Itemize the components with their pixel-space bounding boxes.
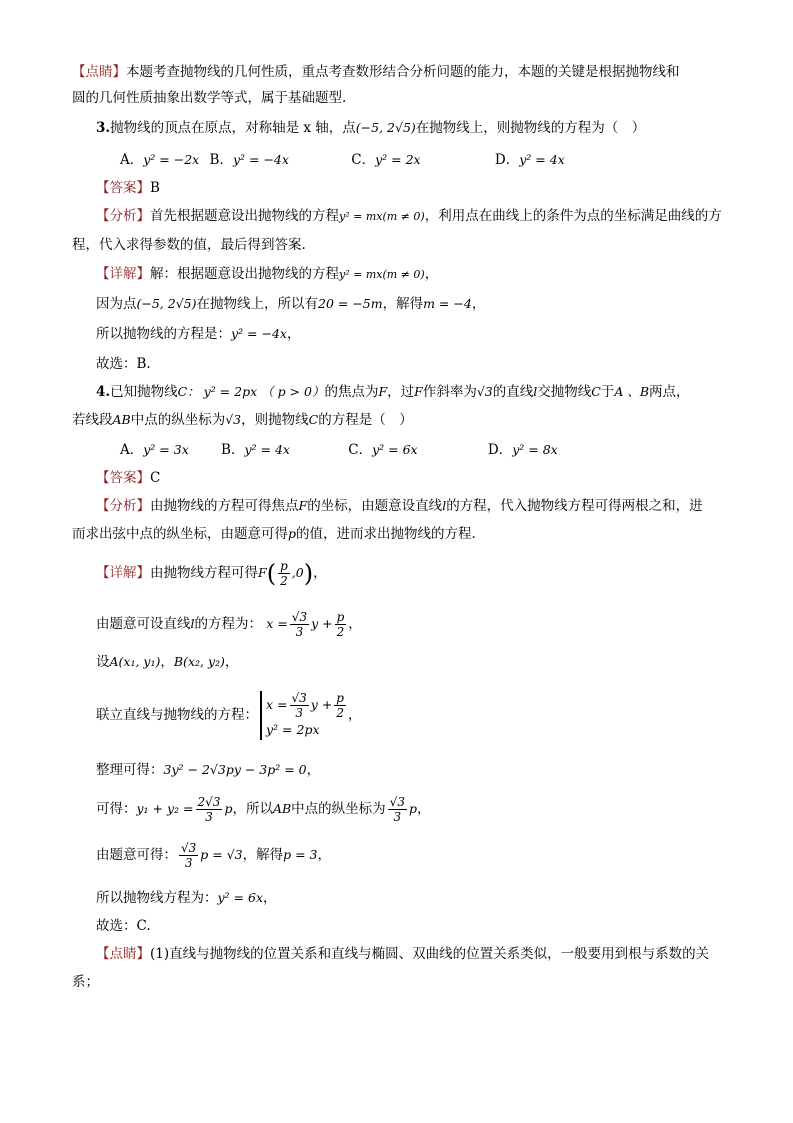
text: 系； [72, 974, 99, 990]
math: p = 3 [283, 847, 318, 862]
text: 首先根据题意设出抛物线的方程 [150, 208, 339, 224]
text: 整理可得： [96, 762, 164, 778]
option-label: D． [494, 152, 520, 168]
answer-tag: 【答案】 [96, 180, 150, 196]
text: 交抛物线 [537, 384, 592, 400]
denominator: 3 [393, 810, 402, 824]
text: 的方程为： [194, 616, 262, 632]
question-number: 3. [96, 120, 111, 136]
system-row-1 [266, 691, 348, 720]
text: (1)直线与抛物线的位置关系和直线与椭圆、双曲线的位置关系类似，一般要用到根与系数的关 [150, 946, 710, 962]
text: 而求出弦中点的纵坐标，由题意可得 [72, 526, 288, 542]
math: l [533, 384, 538, 399]
dianjing-2-line-2 [72, 972, 99, 992]
fraction-sqrt3-over-3 [290, 691, 309, 720]
detail-4-line-9 [96, 916, 151, 936]
option-label: A． [120, 152, 144, 168]
math: p = √3 [200, 847, 243, 862]
math: ,0 [291, 565, 304, 580]
option-label: C． [348, 442, 373, 458]
text: 所以抛物线的方程是： [96, 326, 231, 342]
math: AB [112, 412, 131, 427]
question-3-options [120, 150, 565, 170]
fraction-2sqrt3-over-3 [196, 795, 223, 824]
dianjing-line-1 [72, 62, 680, 82]
detail-4-line-3 [96, 652, 238, 672]
text: ， [313, 565, 327, 581]
text: 所以抛物线方程为： [96, 890, 218, 906]
text: 由抛物线的方程可得焦点 [150, 498, 299, 514]
answer-tag: 【答案】 [96, 470, 150, 486]
text: ，利用点在曲线上的条件为点的坐标满足曲线的方 [424, 208, 722, 224]
math: 20 = −5m [318, 296, 383, 311]
detail-4-line-7 [96, 838, 331, 872]
text: ， [224, 654, 239, 670]
math: F [258, 565, 267, 580]
option-c: y² = 6x [372, 442, 418, 457]
detail-4-line-5 [96, 760, 320, 780]
analysis-tag: 【分析】 [96, 498, 150, 514]
text: 由抛物线方程可得 [150, 565, 258, 581]
option-b: y² = 4x [244, 442, 290, 457]
math: (−5, 2√5) [355, 120, 416, 135]
answer-value: B [150, 180, 160, 196]
text: 已知抛物线 [110, 384, 178, 400]
text: ， [347, 707, 362, 723]
numerator: √3 [181, 841, 197, 855]
denominator: 3 [184, 856, 193, 870]
detail-4-line-6 [96, 792, 430, 826]
text: 若线段 [72, 412, 113, 428]
detail-3-line-3 [96, 324, 300, 344]
analysis-tag: 【分析】 [96, 208, 150, 224]
detail-tag: 【详解】 [96, 565, 150, 581]
detail-4-line-4 [96, 686, 361, 744]
equation-system [260, 691, 348, 740]
option-c: y² = 2x [375, 152, 421, 167]
math: l [190, 616, 195, 631]
math: y + [310, 697, 333, 712]
math: m = −4 [423, 296, 472, 311]
text: 两点， [649, 384, 690, 400]
system-row-2: y² = 2px [266, 722, 320, 737]
math: (−5, 2√5) [136, 296, 197, 311]
paren-close: ) [303, 559, 314, 588]
fraction-sqrt3-over-3 [179, 841, 198, 870]
math: p [288, 526, 297, 541]
option-label: C． [351, 152, 376, 168]
answer-3 [96, 178, 160, 198]
math: F [414, 384, 423, 399]
fraction-p-over-2 [334, 691, 346, 720]
text: 联立直线与抛物线的方程： [96, 707, 258, 723]
numerator: p [336, 610, 345, 624]
text: 在抛物线上，则抛物线的方程为（ ） [415, 120, 646, 136]
fraction-sqrt3-over-3 [388, 795, 407, 824]
math: A(x₁, y₁) [109, 654, 161, 669]
denominator: 2 [280, 574, 288, 588]
math: F [378, 384, 388, 399]
numerator: √3 [291, 610, 308, 624]
math: C： y² = 2px （ p > 0） [177, 384, 325, 399]
math: √3 [476, 384, 493, 399]
text: 的值，进而求出抛物线的方程. [296, 526, 476, 542]
math: C [308, 412, 319, 427]
text: 由题意可设直线 [96, 616, 191, 632]
text: 作斜率为 [422, 384, 477, 400]
text: ， [160, 654, 174, 670]
answer-value: C [150, 470, 161, 486]
text: 故选：C. [96, 918, 151, 934]
math: y² = mx(m ≠ 0) [339, 210, 425, 223]
math: y₁ + y₂ = [136, 801, 194, 816]
text: ，则抛物线 [241, 412, 309, 428]
question-number: 4. [96, 384, 111, 400]
question-3-stem [96, 118, 645, 138]
math: x = [266, 697, 288, 712]
dianjing-tag: 【点睛】 [96, 946, 150, 962]
fraction-sqrt3-over-3 [290, 610, 309, 639]
math: y² = −4x [231, 326, 287, 341]
text: 设 [96, 654, 110, 670]
option-label: B． [209, 152, 233, 168]
denominator: 3 [205, 810, 213, 824]
math: F [298, 498, 308, 513]
text: ，过 [387, 384, 415, 400]
text: 程，代入求得参数的值，最后得到答案. [72, 237, 306, 253]
math: AB [272, 801, 292, 816]
numerator: p [336, 691, 344, 705]
text: 中点的纵坐标为 [291, 801, 386, 817]
detail-3-line-2 [96, 294, 485, 314]
detail-3-line-4 [96, 354, 151, 374]
math: A 、B [614, 384, 650, 399]
detail-tag: 【详解】 [96, 266, 150, 282]
text: 的方程，代入抛物线方程可得两根之和，进 [446, 498, 703, 514]
math: C [591, 384, 601, 399]
analysis-3-line-1 [96, 206, 722, 227]
text: 中点的纵坐标为 [130, 412, 226, 428]
analysis-4-line-2 [72, 524, 476, 544]
text: 的直线 [492, 384, 534, 400]
option-d: y² = 4x [519, 152, 565, 167]
text: ， [424, 266, 439, 282]
math: x = [266, 616, 288, 631]
option-a: y² = −2x [143, 152, 200, 167]
text: 由题意可得： [96, 847, 177, 863]
analysis-3-line-2 [72, 235, 306, 255]
denominator: 3 [295, 706, 303, 720]
option-label: B． [221, 442, 245, 458]
text: ， [286, 326, 301, 342]
detail-4-line-8 [96, 888, 277, 908]
text: ，所以 [232, 801, 273, 817]
numerator: p [280, 559, 288, 573]
text: 故选：B. [96, 356, 151, 372]
text: 在抛物线上，所以有 [196, 296, 318, 312]
text: 的坐标，由题意设直线 [307, 498, 443, 514]
question-4-stem-2 [72, 410, 413, 430]
option-d: y² = 8x [512, 442, 558, 457]
option-a: y² = 3x [143, 442, 189, 457]
text: 因为点 [96, 296, 137, 312]
text: 的方程是（ ） [318, 412, 413, 428]
detail-4-line-2 [96, 608, 362, 640]
paren-open: ( [266, 559, 277, 588]
dianjing-2-line-1 [96, 944, 709, 964]
text: 可得： [96, 801, 137, 817]
question-4-stem-1 [96, 382, 690, 402]
option-label: A． [120, 442, 144, 458]
question-4-options [120, 440, 558, 460]
text: ， [263, 890, 277, 906]
text: ， [471, 296, 486, 312]
answer-4 [96, 468, 160, 488]
math: y² = 6x [217, 890, 263, 905]
math: y + [311, 616, 333, 631]
dianjing-line-2 [72, 88, 346, 108]
text: ，解得 [242, 847, 284, 863]
denominator: 2 [336, 706, 344, 720]
text: ， [416, 801, 431, 817]
text: 于 [600, 384, 615, 400]
text: ， [306, 762, 321, 778]
fraction-p-over-2 [278, 559, 290, 588]
dianjing-tag: 【点睛】 [72, 64, 126, 80]
text: ， [348, 616, 362, 632]
option-b: y² = −4x [232, 152, 289, 167]
numerator: √3 [291, 691, 307, 705]
math: p [408, 801, 417, 816]
text: 的焦点为 [324, 384, 379, 400]
math: √3 [225, 412, 242, 427]
detail-3-line-1 [96, 264, 438, 285]
math: B(x₂, y₂) [173, 654, 225, 669]
text: 解：根据题意设出抛物线的方程 [150, 266, 339, 282]
math: l [442, 498, 447, 513]
text: ， [317, 847, 331, 863]
detail-4-line-1 [96, 558, 327, 589]
numerator: 2√3 [197, 795, 221, 809]
math: y² = mx(m ≠ 0) [339, 268, 425, 281]
analysis-4-line-1 [96, 496, 703, 516]
denominator: 2 [336, 625, 345, 639]
text: 抛物线的顶点在原点，对称轴是 x 轴，点 [110, 120, 356, 136]
text: 圆的几何性质抽象出数学等式，属于基础题型. [72, 90, 347, 106]
denominator: 3 [295, 625, 304, 639]
numerator: √3 [389, 795, 405, 809]
text: 本题考查抛物线的几何性质，重点考查数形结合分析问题的能力，本题的关键是根据抛物线和 [126, 64, 680, 80]
option-label: D． [487, 442, 513, 458]
math: p [224, 801, 233, 816]
math: 3y² − 2√3py − 3p² = 0 [163, 762, 307, 777]
fraction-p-over-2 [335, 610, 347, 639]
text: ，解得 [382, 296, 424, 312]
